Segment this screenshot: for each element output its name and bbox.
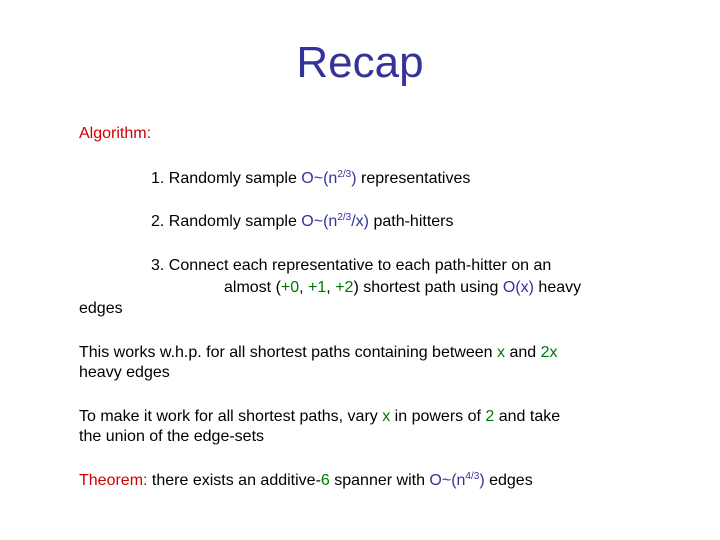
step-1 bbox=[151, 169, 470, 189]
step-3-line-2: almost (+0, +1, +2) shortest path using O(x) heavy bbox=[224, 279, 582, 296]
step-2-complexity: $O\sim(n^{2/3}/x)$ bbox=[301, 212, 369, 230]
step-2-suffix: path-hitters bbox=[369, 213, 454, 230]
num-2: 2 bbox=[485, 408, 495, 425]
plus-one: +1 bbox=[308, 279, 327, 296]
var-x: x bbox=[382, 408, 391, 425]
num-6: 6 bbox=[320, 472, 330, 489]
algorithm-label: Algorithm: bbox=[79, 125, 152, 142]
paragraph-2: To make it work for all shortest paths, vary x in powers of 2 and take the union of the edge-sets bbox=[79, 408, 561, 445]
step-1-complexity: $O\sim(n^{2/3})$ bbox=[301, 169, 357, 187]
step-2 bbox=[151, 212, 453, 232]
theorem-label: Theorem: bbox=[79, 472, 148, 489]
var-x: x bbox=[497, 344, 505, 361]
theorem: Theorem: there exists an additive-6 spanner with $O\sim(n^{4/3})$ edges bbox=[79, 471, 533, 489]
plus-zero: +0 bbox=[280, 279, 300, 296]
step-2-prefix: 2. Randomly sample bbox=[151, 213, 302, 230]
theorem-complexity: $O\sim(n^{4/3})$ bbox=[429, 471, 485, 489]
slide-title: Recap bbox=[296, 38, 424, 87]
paragraph-1: This works w.h.p. for all shortest paths containing between x and 2x heavy edges bbox=[79, 344, 558, 381]
step-3-line-1: 3. Connect each representative to each path-hitter on an bbox=[151, 257, 552, 274]
var-2x: 2x bbox=[540, 344, 558, 361]
step-3-line-3: edges bbox=[79, 300, 123, 317]
plus-two: +2 bbox=[335, 279, 354, 296]
step-1-prefix: 1. Randomly sample bbox=[151, 170, 302, 187]
big-o-x: O(x) bbox=[502, 279, 534, 296]
step-1-suffix: representatives bbox=[356, 170, 471, 187]
